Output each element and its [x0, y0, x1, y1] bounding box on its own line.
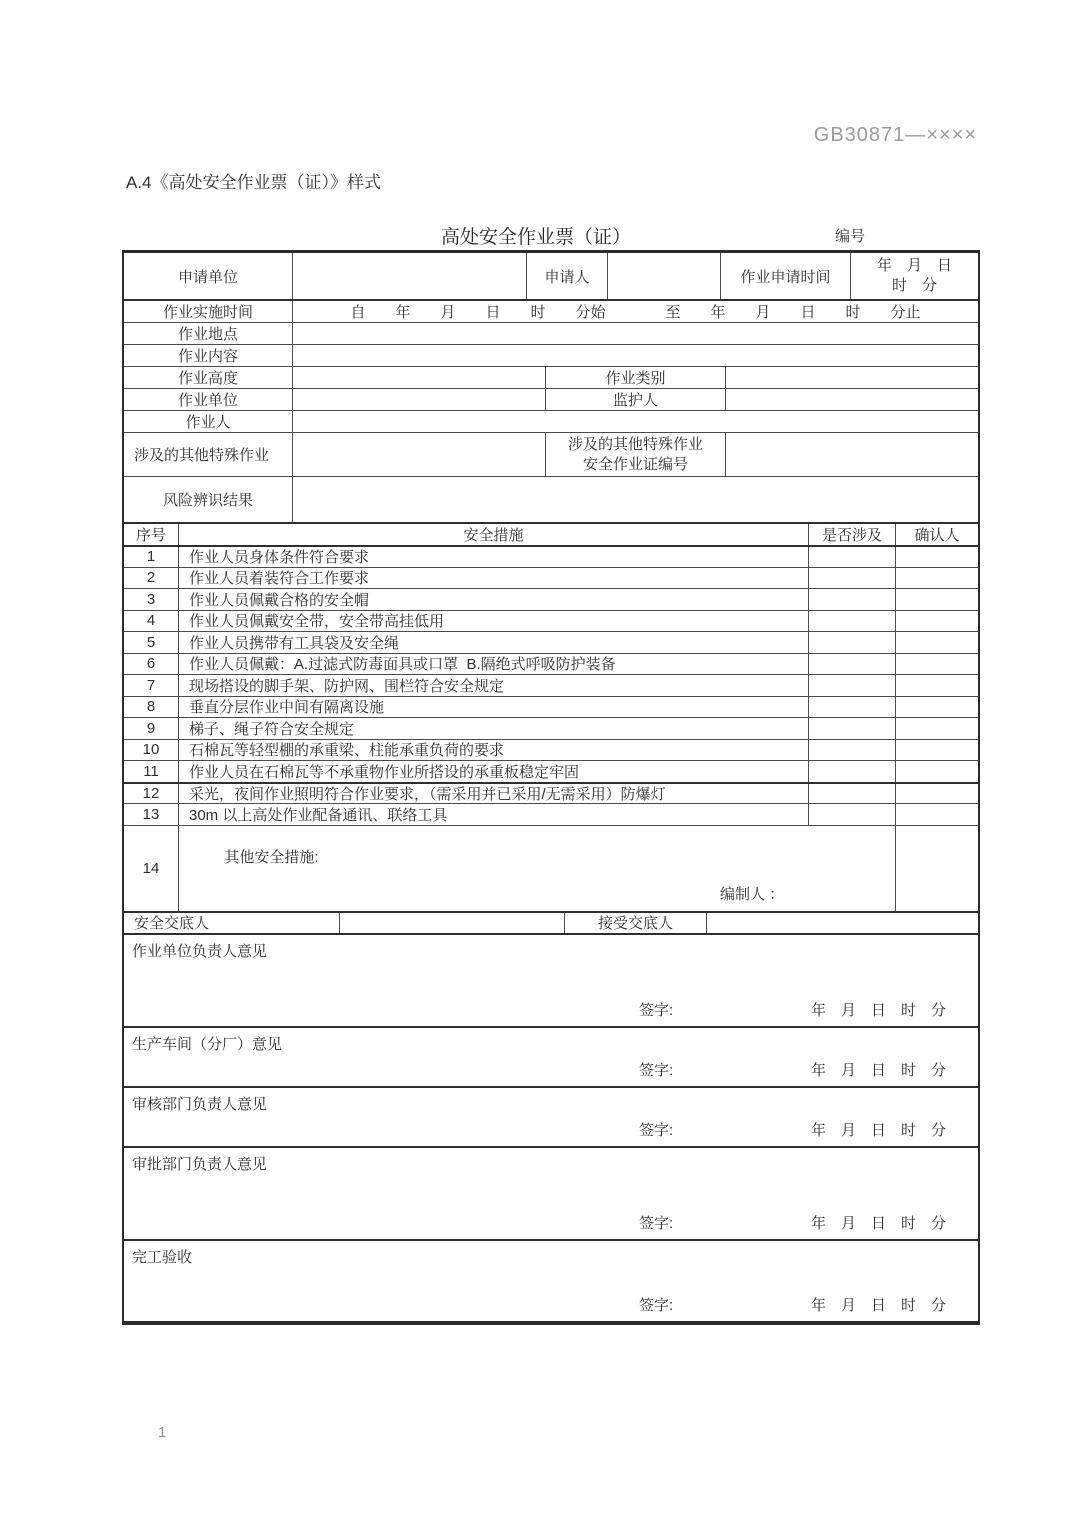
measure-involved-cell	[808, 740, 895, 761]
other-special-label: 涉及的其他特殊作业	[134, 447, 270, 464]
measure-confirmer-cell	[895, 675, 978, 696]
worker-label: 作业人	[185, 414, 231, 431]
apply-time-line1: 年 月 日	[876, 257, 952, 274]
measure-text: 作业人员着装符合工作要求	[178, 568, 808, 589]
measure-involved-cell	[808, 611, 895, 632]
measure-row	[124, 631, 978, 653]
row-other-special	[124, 432, 978, 476]
measure-involved-cell	[808, 804, 895, 825]
category-label: 作业类别	[545, 367, 725, 388]
briefer-label: 安全交底人	[134, 915, 210, 932]
implement-time-value-cell: 自 年 月 日 时 分始 至 年 月 日 时 分止	[292, 301, 978, 322]
measure-confirmer-cell	[895, 718, 978, 739]
standard-code: GB30871—××××	[813, 124, 977, 146]
measure-no: 6	[146, 655, 156, 673]
measure-row	[124, 567, 978, 589]
work-height-label: 作业高度	[177, 370, 238, 387]
measure-confirmer-cell	[895, 697, 978, 718]
measure-text: 现场搭设的脚手架、防护网、围栏符合安全规定	[178, 675, 808, 696]
apply-time-value-cell	[850, 253, 978, 299]
sign-label: 签字:	[639, 1061, 674, 1079]
measures-header-row	[124, 522, 978, 545]
opinion-cell	[124, 1148, 978, 1239]
implement-time-label: 作业实施时间	[162, 304, 253, 321]
work-unit-label: 作业单位	[177, 392, 238, 409]
measure-confirmer-cell	[895, 589, 978, 610]
opinion-title: 生产车间（分厂）意见	[132, 1035, 283, 1053]
measure-confirmer-cell	[895, 761, 978, 782]
content-label: 作业内容	[177, 348, 238, 365]
measure-text: 作业人员在石棉瓦等不承重物作业所搭设的承重板稳定牢固	[178, 761, 808, 782]
measure-row	[124, 696, 978, 718]
form-title-row	[122, 222, 980, 248]
measure-text: 作业人员身体条件符合要求	[178, 547, 808, 567]
measure-row	[124, 674, 978, 696]
opinion-cell	[124, 1241, 978, 1321]
measures-no-header: 序号	[135, 527, 166, 544]
measures-involved-header: 是否涉及	[808, 524, 895, 545]
measure-involved-cell	[808, 589, 895, 610]
opinion-section-workshop	[124, 1026, 978, 1086]
permit-form-table	[122, 250, 980, 1325]
sign-label: 签字:	[639, 1296, 674, 1314]
measure-row	[124, 588, 978, 610]
measure-confirmer-cell	[895, 568, 978, 589]
measure-row	[124, 782, 978, 804]
sign-date-blanks: 年 月 日 时 分	[810, 1121, 946, 1139]
measure-text: 梯子、绳子符合安全规定	[178, 718, 808, 739]
row-worker	[124, 410, 978, 432]
other-measures-confirmer-cell	[895, 826, 978, 911]
measure-no: 9	[146, 719, 156, 737]
measure-text: 采光，夜间作业照明符合作业要求，（需采用并已采用/无需采用）防爆灯	[178, 784, 808, 804]
measure-text: 垂直分层作业中间有隔离设施	[178, 697, 808, 718]
measure-confirmer-cell	[895, 547, 978, 567]
other-special-cert-line1: 涉及的其他特殊作业	[567, 435, 703, 453]
opinion-title: 完工验收	[132, 1248, 193, 1266]
other-measures-cell	[178, 826, 895, 911]
receiver-label: 接受交底人	[564, 913, 706, 933]
opinion-cell	[124, 935, 978, 1026]
other-special-value-cell	[292, 433, 545, 476]
work-height-value-cell	[292, 367, 545, 388]
measure-involved-cell	[808, 547, 895, 567]
opinion-section-approval-dept	[124, 1146, 978, 1239]
measure-involved-cell	[808, 675, 895, 696]
opinion-section-work-unit	[124, 933, 978, 1026]
opinion-title: 作业单位负责人意见	[132, 942, 268, 960]
briefer-value-cell	[339, 913, 564, 933]
opinion-section-review-dept	[124, 1086, 978, 1146]
measure-text: 作业人员佩戴：A.过滤式防毒面具或口罩 B.隔绝式呼吸防护装备	[178, 654, 808, 675]
measure-involved-cell	[808, 784, 895, 804]
risk-value-cell	[292, 477, 978, 522]
guardian-label: 监护人	[545, 389, 725, 410]
measure-involved-cell	[808, 718, 895, 739]
other-special-cert-value-cell	[725, 433, 978, 476]
form-title: 高处安全作业票（证）	[441, 227, 632, 248]
measure-text: 作业人员佩戴安全带，安全带高挂低用	[178, 611, 808, 632]
measure-text: 30m 以上高处作业配备通讯、联络工具	[178, 804, 808, 825]
measure-no: 1	[146, 548, 156, 566]
applicant-label: 申请人	[526, 253, 607, 299]
other-measures-label: 其他安全措施:	[224, 848, 319, 866]
measure-involved-cell	[808, 697, 895, 718]
measure-row	[124, 760, 978, 782]
measure-involved-cell	[808, 568, 895, 589]
row-apply	[124, 253, 978, 299]
sign-date-blanks: 年 月 日 时 分	[810, 1001, 946, 1019]
worker-value-cell	[292, 411, 978, 432]
content-value-cell	[292, 345, 978, 366]
measure-row	[124, 653, 978, 675]
sign-label: 签字:	[639, 1214, 674, 1232]
measure-confirmer-cell	[895, 611, 978, 632]
measure-involved-cell	[808, 761, 895, 782]
opinion-title: 审批部门负责人意见	[132, 1155, 268, 1173]
applicant-value-cell	[607, 253, 720, 299]
measure-confirmer-cell	[895, 740, 978, 761]
opinion-title: 审核部门负责人意见	[132, 1095, 268, 1113]
applicant-unit-value-cell	[292, 253, 526, 299]
form-number-label: 编号	[835, 228, 866, 245]
measures-confirmer-header: 确认人	[895, 524, 978, 545]
measure-row	[124, 803, 978, 825]
measure-row	[124, 545, 978, 567]
measure-no: 4	[146, 612, 156, 630]
measure-no: 7	[146, 676, 156, 694]
section-heading: A.4《高处安全作业票（证）》样式	[126, 173, 382, 192]
sign-label: 签字:	[639, 1121, 674, 1139]
guardian-value-cell	[725, 389, 978, 410]
measure-no: 5	[146, 633, 156, 651]
row-content	[124, 344, 978, 366]
row-other-measures	[124, 825, 978, 911]
opinion-cell	[124, 1088, 978, 1146]
row-briefing	[124, 911, 978, 933]
measures-measure-header: 安全措施	[178, 524, 808, 545]
measure-confirmer-cell	[895, 632, 978, 653]
measure-text: 作业人员携带有工具袋及安全绳	[178, 632, 808, 653]
measure-no: 10	[142, 741, 160, 759]
measure-no: 2	[146, 569, 156, 587]
category-value-cell	[725, 367, 978, 388]
row-implement-time	[124, 299, 978, 322]
opinion-cell	[124, 1028, 978, 1086]
apply-time-line2: 时 分	[891, 277, 937, 294]
sign-date-blanks: 年 月 日 时 分	[810, 1296, 946, 1314]
applicant-unit-label: 申请单位	[177, 268, 238, 286]
location-label: 作业地点	[177, 326, 238, 343]
apply-time-label: 作业申请时间	[720, 253, 850, 299]
other-special-cert-line2: 安全作业证编号	[582, 455, 688, 473]
measure-row	[124, 610, 978, 632]
row-unit-guardian	[124, 388, 978, 410]
measure-row	[124, 739, 978, 761]
measure-no: 13	[142, 805, 160, 823]
receiver-value-cell	[706, 913, 978, 933]
measure-involved-cell	[808, 654, 895, 675]
measure-no: 12	[142, 784, 160, 802]
measure-text: 石棉瓦等轻型棚的承重梁、柱能承重负荷的要求	[178, 740, 808, 761]
risk-label: 风险辨识结果	[162, 492, 253, 509]
page-number: 1	[158, 1424, 167, 1441]
measure-text: 作业人员佩戴合格的安全帽	[178, 589, 808, 610]
row-height-category	[124, 366, 978, 388]
other-measures-no: 14	[142, 859, 160, 877]
sign-label: 签字:	[639, 1001, 674, 1019]
measure-row	[124, 717, 978, 739]
location-value-cell	[292, 323, 978, 344]
row-risk	[124, 476, 978, 522]
row-location	[124, 322, 978, 344]
measure-no: 3	[146, 590, 156, 608]
sign-date-blanks: 年 月 日 时 分	[810, 1061, 946, 1079]
opinion-section-completion-acceptance	[124, 1239, 978, 1321]
measure-no: 8	[146, 698, 156, 716]
work-unit-value-cell	[292, 389, 545, 410]
measure-confirmer-cell	[895, 654, 978, 675]
measure-no: 11	[143, 762, 159, 780]
sign-date-blanks: 年 月 日 时 分	[810, 1214, 946, 1232]
measure-confirmer-cell	[895, 804, 978, 825]
measure-involved-cell	[808, 632, 895, 653]
other-special-cert-label	[545, 433, 725, 476]
measure-confirmer-cell	[895, 784, 978, 804]
compiler-label: 编制人 ：	[720, 885, 785, 903]
